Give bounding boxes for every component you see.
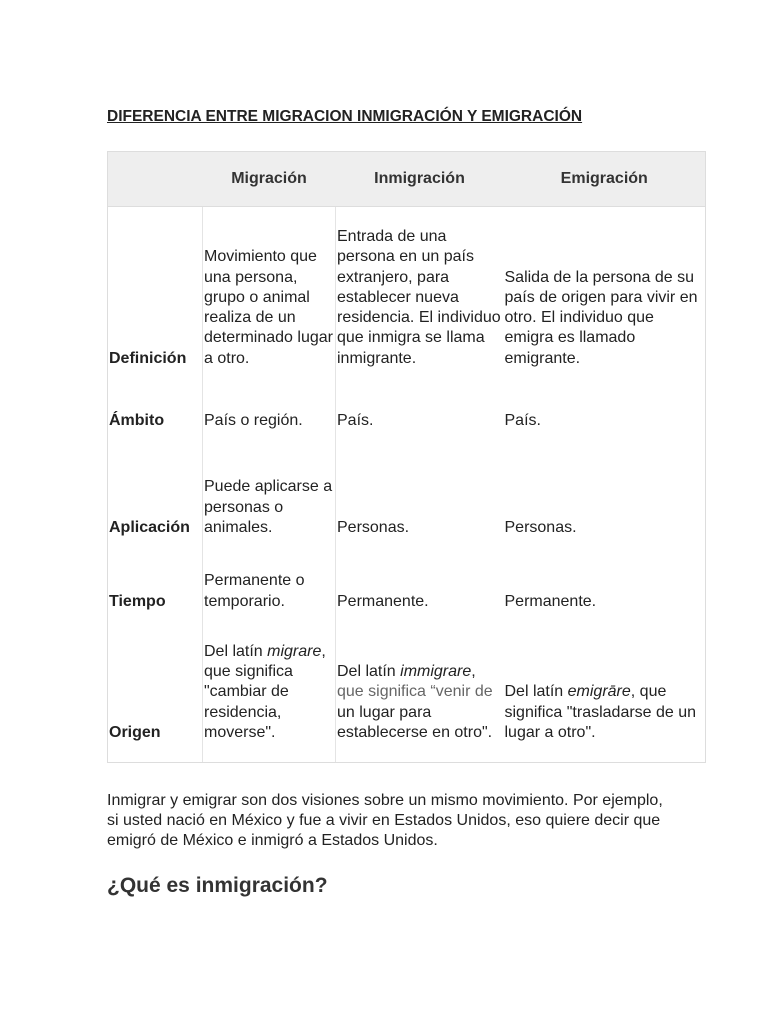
cell-aplicacion-migracion: Puede aplicarse a personas o animales. bbox=[203, 446, 336, 552]
cell-aplicacion-emigracion: Personas. bbox=[504, 446, 706, 552]
explanation-paragraph: Inmigrar y emigrar son dos visiones sobre un mismo movimiento. Por ejemplo, si usted nació en México y fue a vivir en Estados Unidos, eso quiere decir que emigró de México e inmigró a Estados Unidos. bbox=[107, 792, 663, 849]
row-label-origen: Origen bbox=[108, 624, 203, 763]
header-emigracion: Emigración bbox=[504, 152, 706, 207]
cell-tiempo-emigracion: Permanente. bbox=[504, 552, 706, 624]
table-header-row bbox=[108, 152, 706, 207]
latin-term-immigrare: immigrare bbox=[400, 663, 472, 681]
cell-ambito-emigracion: País. bbox=[504, 378, 706, 446]
row-label-aplicacion: Aplicación bbox=[108, 446, 203, 552]
origen-emigracion-suffix: , que significa "trasladarse de un lugar a otro". bbox=[504, 683, 697, 742]
cell-definicion-inmigracion: Entrada de una persona en un país extranjero, para establecer nueva residencia. El individuo que inmigra se llama inmigrante. bbox=[336, 207, 504, 379]
cell-origen-emigracion bbox=[504, 624, 706, 763]
cell-definicion-migracion: Movimiento que una persona, grupo o animal realiza de un determinado lugar a otro. bbox=[203, 207, 336, 379]
table-row-aplicacion bbox=[108, 446, 706, 552]
header-migracion: Migración bbox=[203, 152, 336, 207]
cell-ambito-migracion: País o región. bbox=[203, 378, 336, 446]
origen-inmigracion-mid: , bbox=[471, 663, 476, 681]
cell-aplicacion-inmigracion: Personas. bbox=[336, 446, 504, 552]
comparison-table bbox=[107, 151, 706, 763]
table-row-ambito bbox=[108, 378, 706, 446]
row-label-definicion: Definición bbox=[108, 207, 203, 379]
latin-term-migrare: migrare bbox=[267, 642, 322, 660]
cell-ambito-inmigracion: País. bbox=[336, 378, 504, 446]
latin-term-emigrare: emigrāre bbox=[567, 683, 631, 701]
origen-inmigracion-prefix: Del latín bbox=[337, 663, 401, 681]
origen-inmigracion-gray-text: que significa “venir de bbox=[337, 683, 493, 701]
section-heading: ¿Qué es inmigración? bbox=[107, 874, 328, 897]
table-row-definicion bbox=[108, 207, 706, 379]
row-label-tiempo: Tiempo bbox=[108, 552, 203, 624]
origen-emigracion-prefix: Del latín bbox=[504, 683, 568, 701]
cell-tiempo-inmigracion: Permanente. bbox=[336, 552, 504, 624]
header-empty bbox=[108, 152, 203, 207]
origen-migracion-suffix: , que significa "cambiar de residencia, moverse". bbox=[204, 642, 326, 742]
cell-origen-migracion bbox=[203, 624, 336, 763]
table-row-origen bbox=[108, 624, 706, 763]
table-row-tiempo bbox=[108, 552, 706, 624]
origen-migracion-prefix: Del latín bbox=[204, 642, 268, 660]
cell-definicion-emigracion: Salida de la persona de su país de origen para vivir en otro. El individuo que emigra es llamado emigrante. bbox=[504, 207, 706, 379]
origen-inmigracion-suffix: un lugar para establecerse en otro". bbox=[337, 703, 493, 742]
document-title: DIFERENCIA ENTRE MIGRACION INMIGRACIÓN Y EMIGRACIÓN bbox=[107, 108, 583, 125]
header-inmigracion: Inmigración bbox=[336, 152, 504, 207]
cell-origen-inmigracion bbox=[336, 624, 504, 763]
row-label-ambito: Ámbito bbox=[108, 378, 203, 446]
cell-tiempo-migracion: Permanente o temporario. bbox=[203, 552, 336, 624]
